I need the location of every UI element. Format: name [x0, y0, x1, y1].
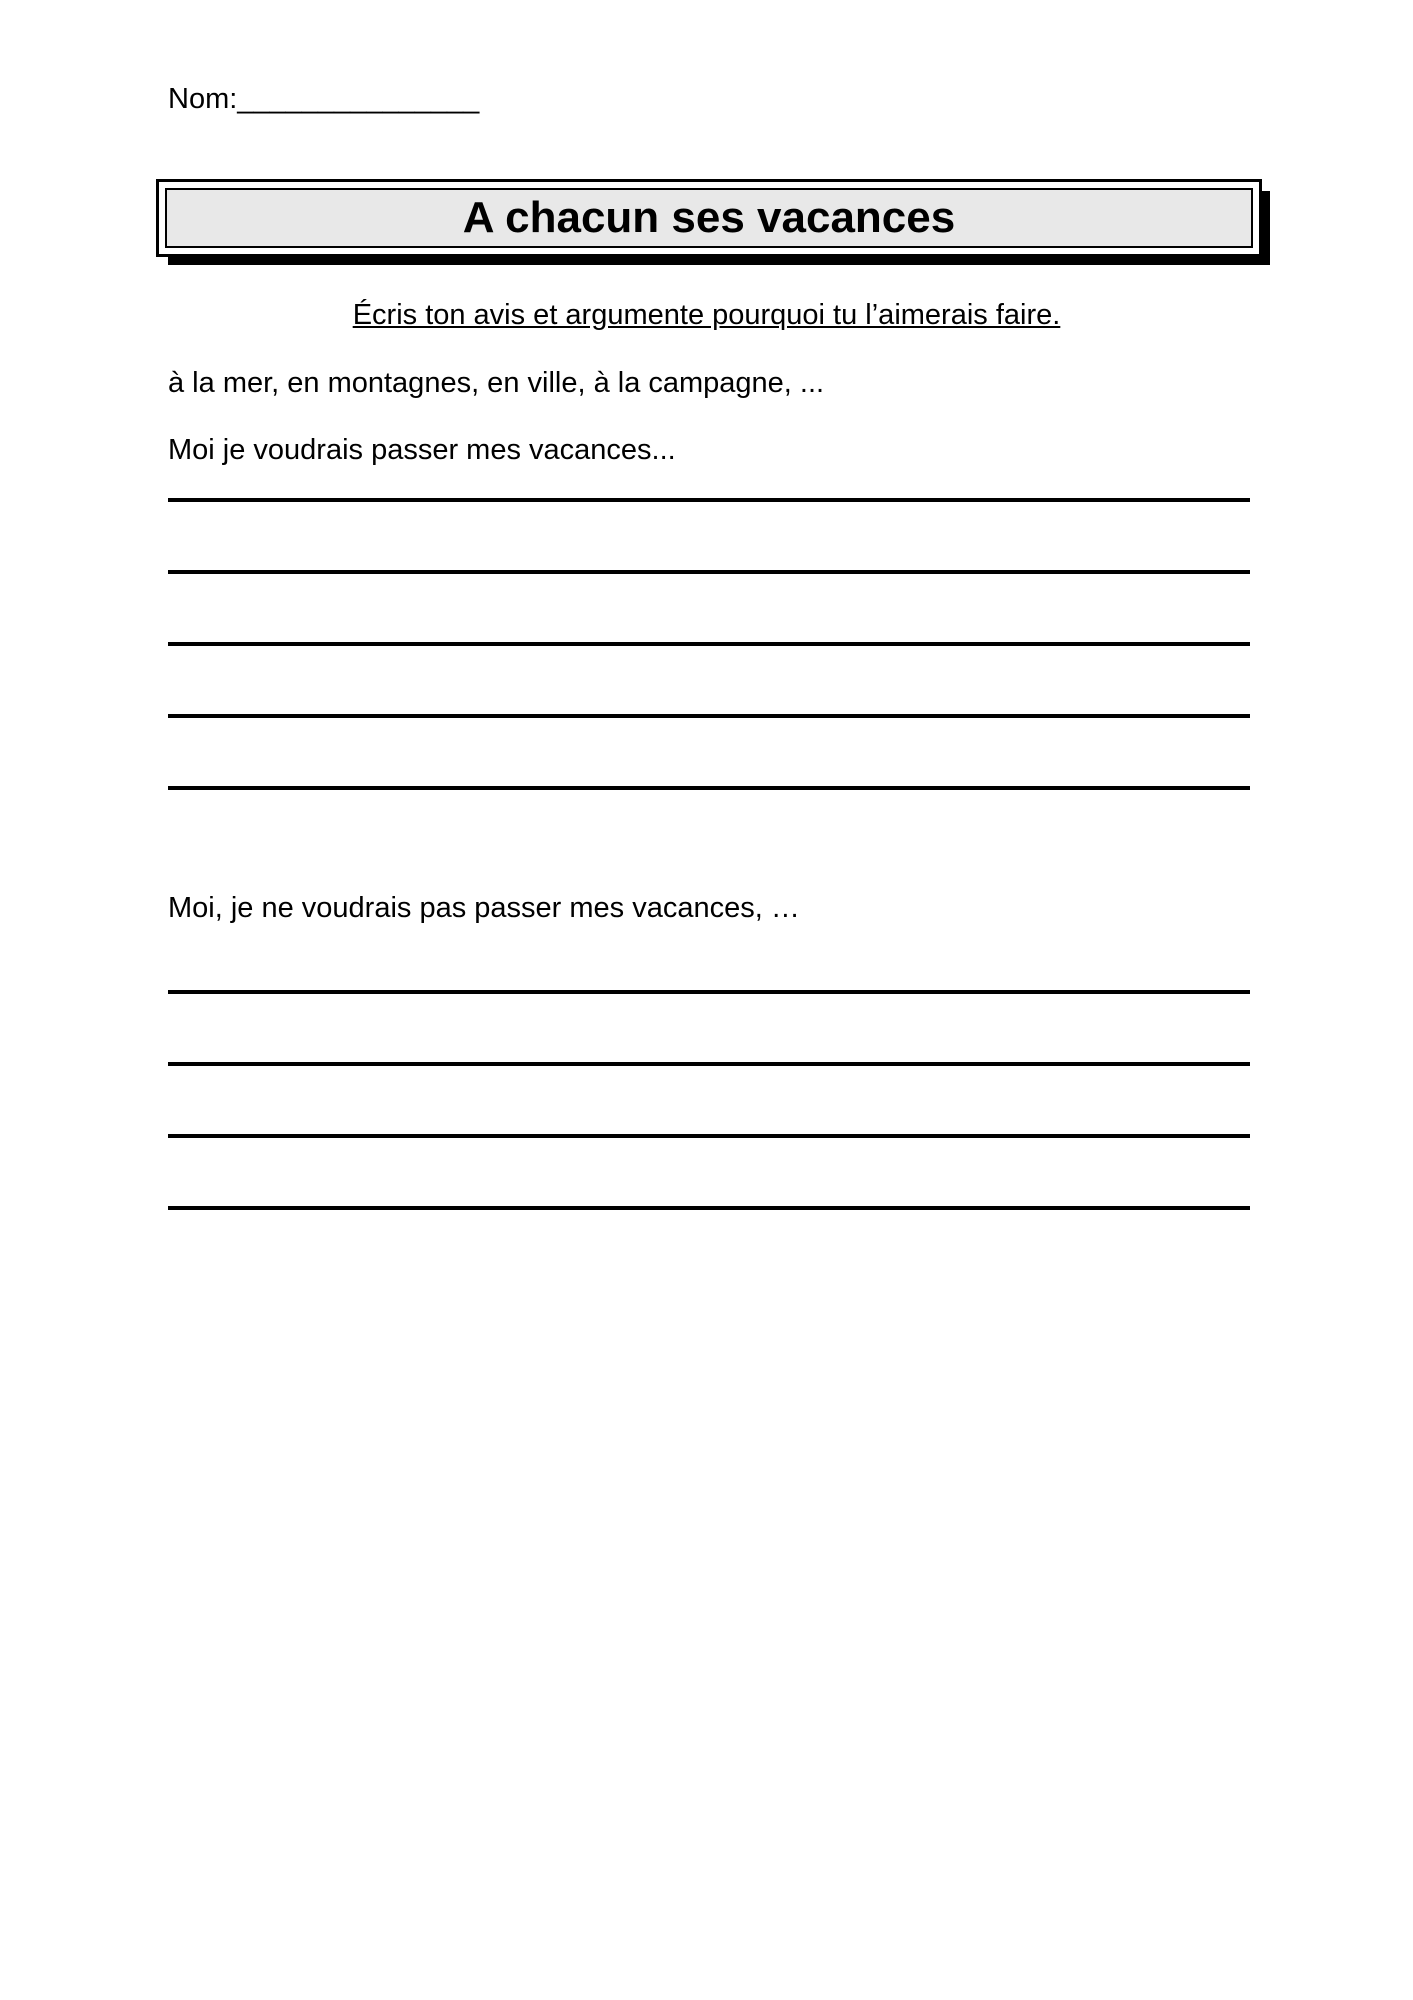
writing-line[interactable]: [168, 570, 1250, 574]
prompt-would-like: Moi je voudrais passer mes vacances...: [168, 434, 676, 466]
prompt-would-not-like: Moi, je ne voudrais pas passer mes vacances, …: [168, 892, 800, 924]
writing-line[interactable]: [168, 714, 1250, 718]
writing-line[interactable]: [168, 1134, 1250, 1138]
writing-line[interactable]: [168, 1206, 1250, 1210]
writing-line[interactable]: [168, 990, 1250, 994]
options-text: à la mer, en montagnes, en ville, à la campagne, ...: [168, 367, 825, 399]
writing-line[interactable]: [168, 786, 1250, 790]
instruction-text: Écris ton avis et argumente pourquoi tu l’aimerais faire.: [352, 299, 1061, 331]
writing-line[interactable]: [168, 498, 1250, 502]
name-field: Nom:_______________: [168, 83, 480, 115]
page-title: A chacun ses vacances: [462, 193, 956, 242]
writing-line[interactable]: [168, 642, 1250, 646]
title-box-inner: [165, 188, 1253, 248]
title-box: [156, 179, 1262, 257]
writing-line[interactable]: [168, 1062, 1250, 1066]
